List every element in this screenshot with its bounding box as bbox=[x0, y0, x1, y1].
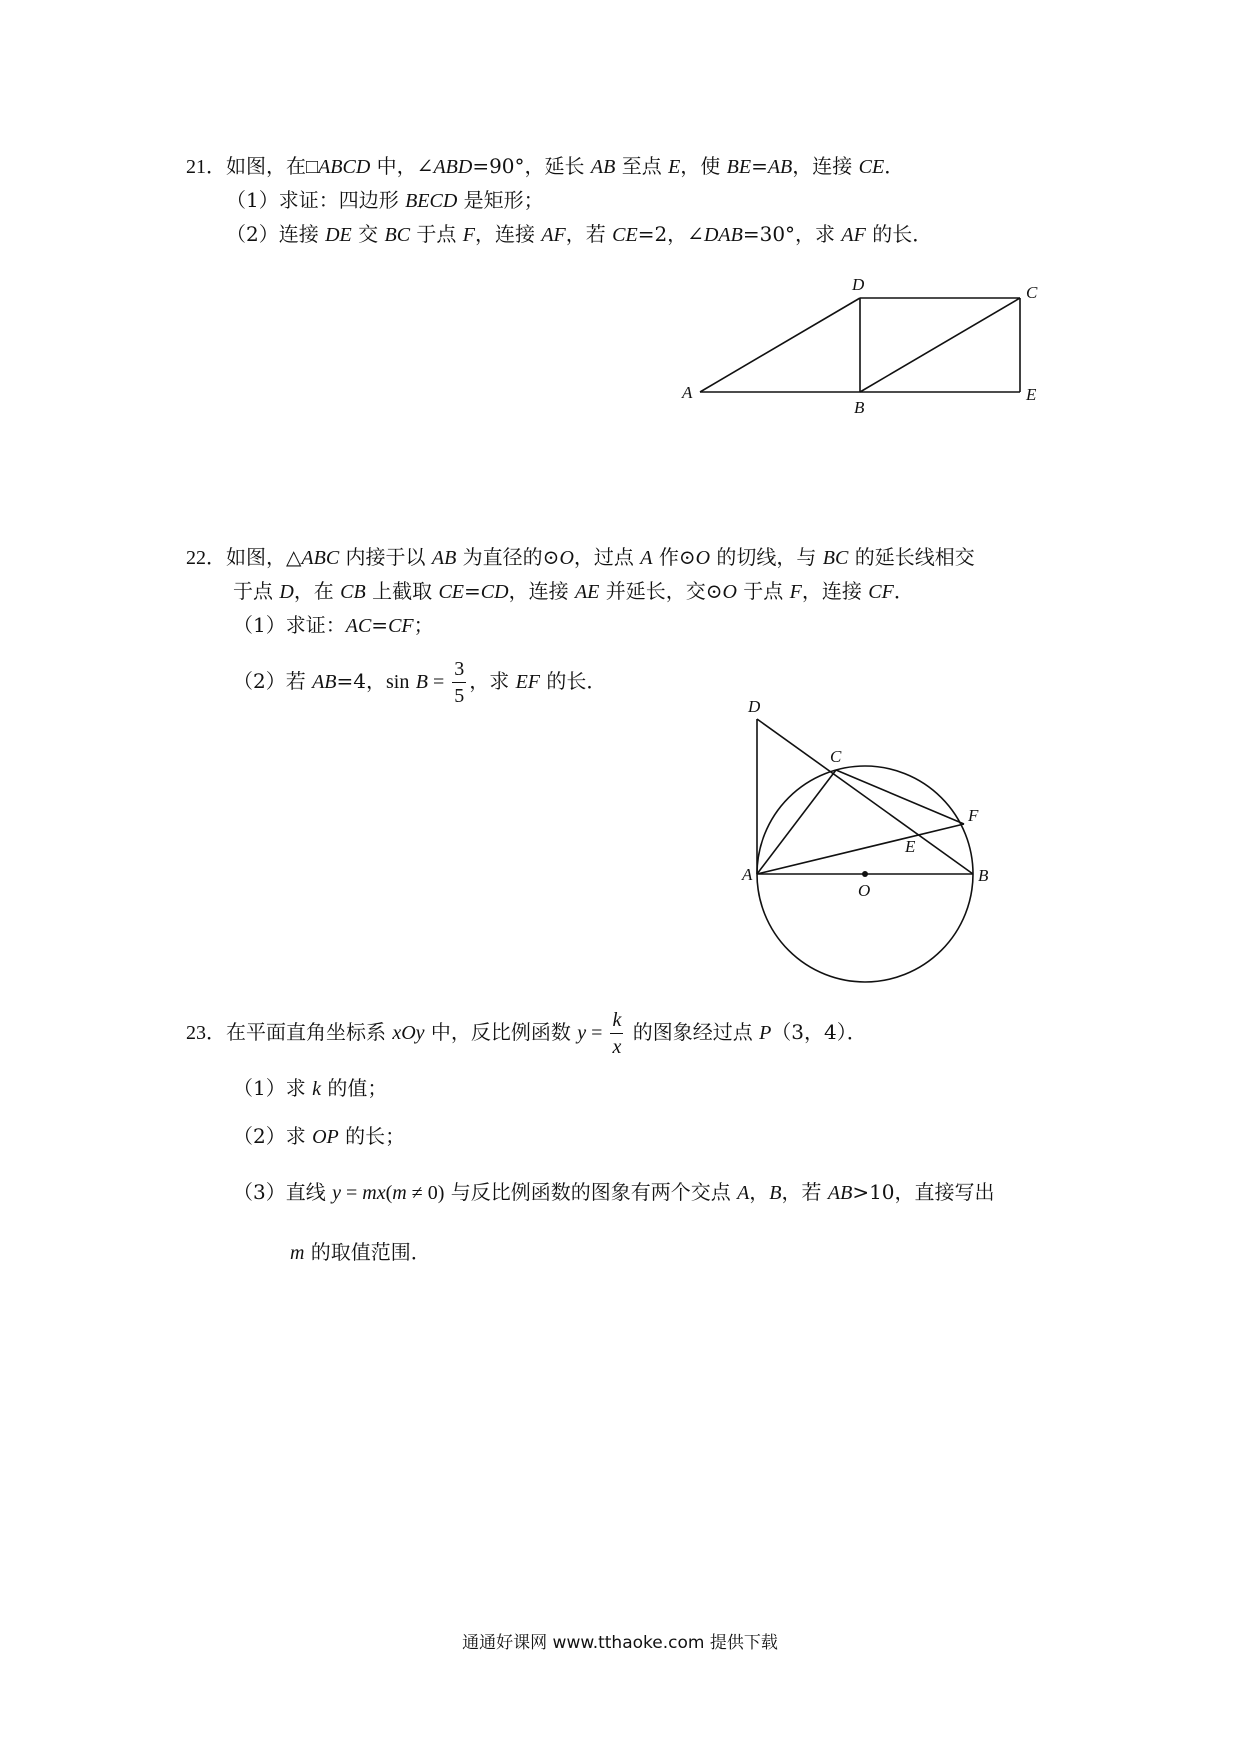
center-point-O bbox=[862, 871, 868, 877]
label-A: A bbox=[682, 383, 693, 402]
page-footer: 通通好课网 www.tthaoke.com 提供下载 bbox=[462, 1633, 778, 1653]
label-D: D bbox=[852, 275, 865, 294]
label-A: A bbox=[742, 865, 753, 884]
fraction-3-5: $\frac{3}{5}$ bbox=[454, 658, 465, 707]
label-B: B bbox=[854, 398, 865, 417]
q21-stem: 21．如图，在□ABCD 中，∠ABD=90°，延长 AB 至点 E，使 BE=AB，连接 CE． bbox=[186, 154, 905, 178]
q23-part3-line2: m 的取值范围． bbox=[290, 1240, 431, 1264]
q22-figure bbox=[730, 690, 1000, 1000]
label-E: E bbox=[905, 837, 916, 856]
q23-number: 23． bbox=[186, 1022, 226, 1044]
q23-part1: （1）求 k 的值； bbox=[233, 1076, 388, 1100]
fraction-k-over-x: $\frac{k}{x}$ bbox=[612, 1009, 622, 1058]
line-AF bbox=[757, 824, 964, 874]
q21-figure bbox=[670, 270, 1050, 420]
label-C: C bbox=[1026, 283, 1038, 302]
q23-part3-line1: （3）直线 y = mx(m ≠ 0) 与反比例函数的图象有两个交点 A，B，若 AB>10，直接写出 bbox=[233, 1180, 995, 1204]
label-B: B bbox=[978, 866, 989, 885]
line-AD bbox=[700, 298, 860, 392]
line-BC bbox=[860, 298, 1020, 392]
label-E: E bbox=[1026, 385, 1037, 404]
q21-number: 21． bbox=[186, 156, 226, 178]
label-F: F bbox=[968, 806, 979, 825]
label-D: D bbox=[748, 697, 761, 716]
q21-part1: （1）求证：四边形 BECD 是矩形； bbox=[226, 188, 544, 212]
q22-stem-line2: 于点 D，在 CB 上截取 CE=CD，连接 AE 并延长，交⊙O 于点 F，连接 CF． bbox=[233, 579, 914, 603]
q21-part2: （2）连接 DE 交 BC 于点 F，连接 AF，若 CE=2，∠DAB=30°，求 AF 的长． bbox=[226, 222, 933, 246]
q22-stem-line1: 22．如图，△ABC 内接于以 AB 为直径的⊙O，过点 A 作⊙O 的切线，与 BC 的延长线相交 bbox=[186, 545, 975, 569]
q23-part2: （2）求 OP 的长； bbox=[233, 1124, 406, 1148]
chord-CF bbox=[836, 770, 964, 824]
label-C: C bbox=[830, 747, 842, 766]
label-O: O bbox=[858, 881, 871, 900]
q22-part1: （1）求证：AC=CF； bbox=[233, 613, 434, 637]
parallelogram-symbol: □ bbox=[306, 156, 319, 178]
q23-stem: 23．在平面直角坐标系 xOy 中，反比例函数 y = $\frac{k}{x}$ 的图象经过点 P（3，4）． bbox=[186, 1009, 867, 1058]
q22-part2: （2）若 AB=4，sin B = $\frac{3}{5}$ ，求 EF 的长． bbox=[233, 658, 607, 707]
q22-number: 22． bbox=[186, 547, 226, 569]
